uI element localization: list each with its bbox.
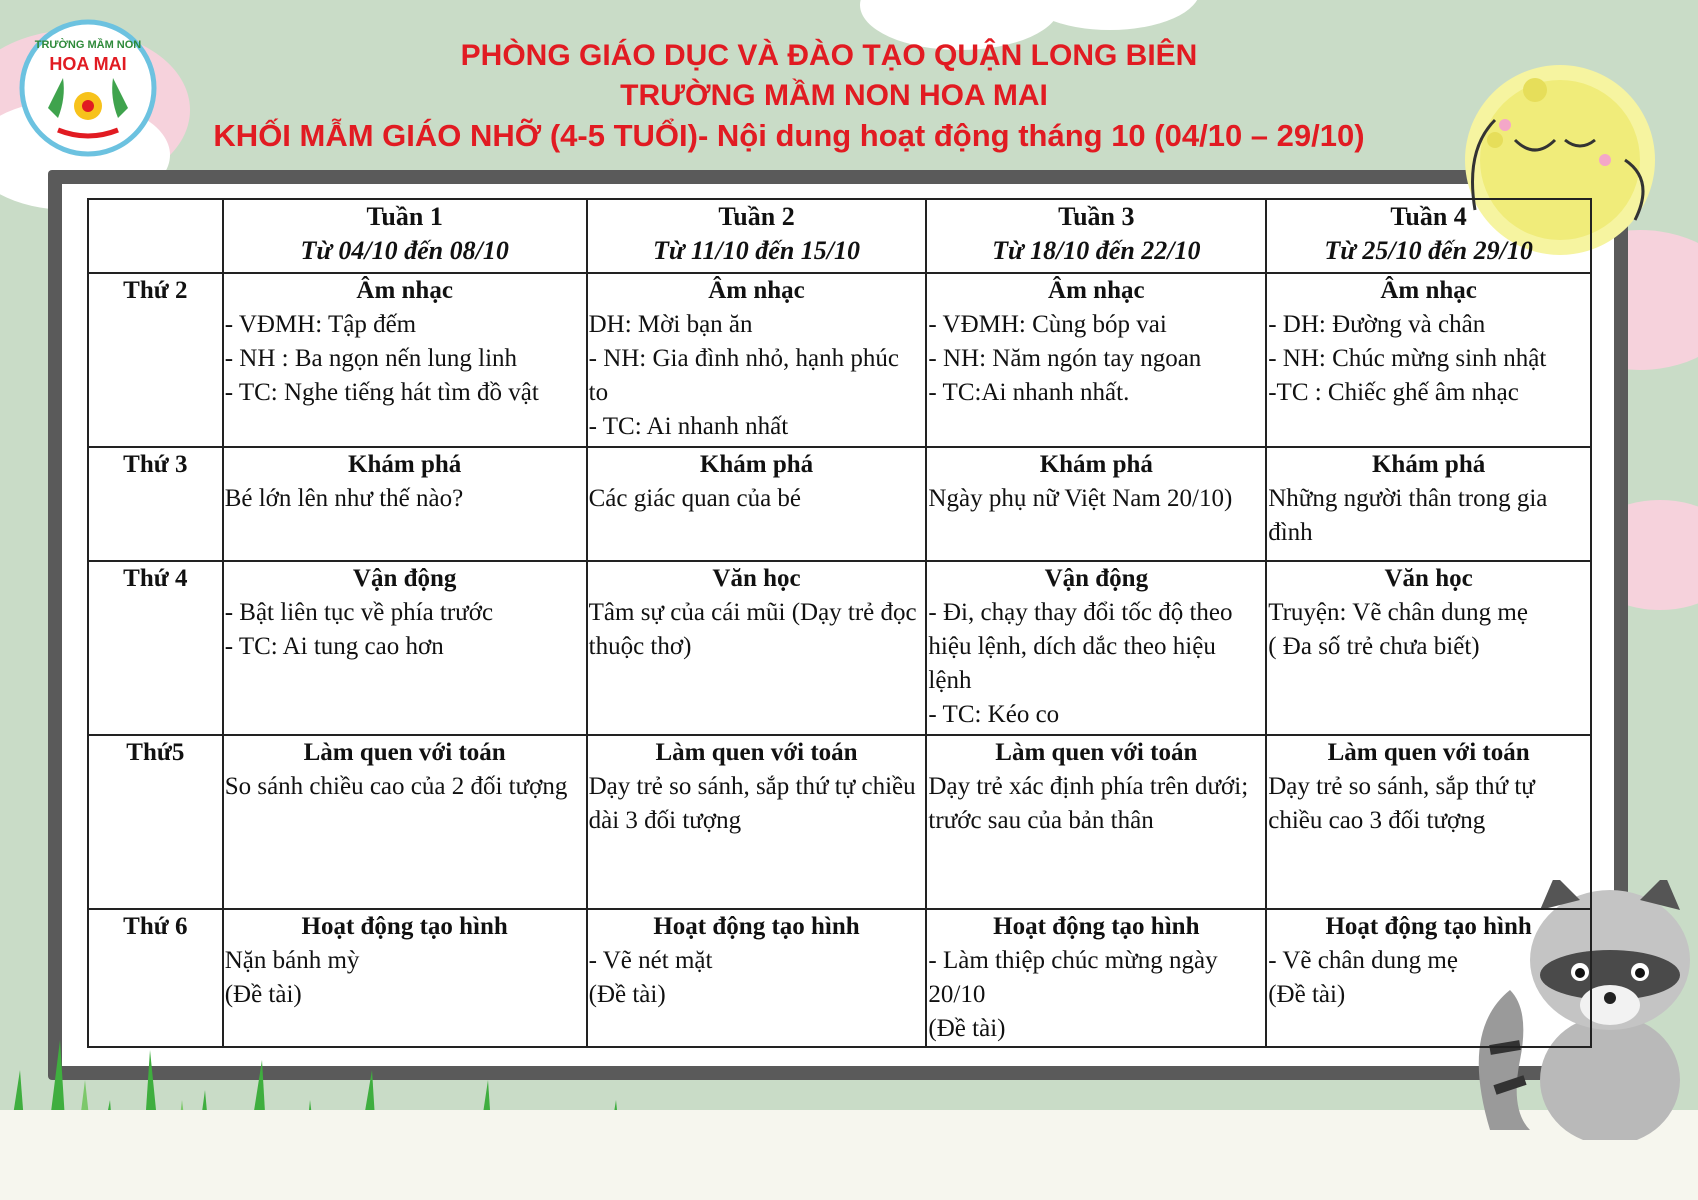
week-header <box>223 199 587 273</box>
week-title: Tuần 4 <box>1390 202 1467 231</box>
activity-line: - TC: Nghe tiếng hát tìm đồ vật <box>224 379 539 406</box>
activity-line: Dạy trẻ xác định phía trên dưới; trước sau của bản thân <box>928 773 1255 834</box>
subject-title: Làm quen với toán <box>303 739 506 766</box>
activity-cell <box>926 273 1266 447</box>
corner-cell <box>88 199 223 273</box>
activity-cell <box>587 447 927 561</box>
week-range: Từ 04/10 đến 08/10 <box>300 236 509 265</box>
activity-line: Bé lớn lên như thế nào? <box>224 485 464 512</box>
subject-title: Hoạt động tạo hình <box>653 913 860 940</box>
activity-line: - TC:Ai nhanh nhất. <box>928 379 1130 406</box>
header-title: KHỐI MẪM GIÁO NHỠ (4-5 TUỔI)- Nội dung hoạt động tháng 10 (04/10 – 29/10) <box>213 118 1365 153</box>
activity-cell <box>926 561 1266 735</box>
subject-title: Hoạt động tạo hình <box>993 913 1200 940</box>
activity-cell <box>223 561 587 735</box>
subject-title: Hoạt động tạo hình <box>301 913 508 940</box>
week-title: Tuần 3 <box>1058 202 1135 231</box>
activity-line: (Đề tài) <box>224 981 302 1008</box>
activity-line: ( Đa số trẻ chưa biết) <box>1268 633 1480 660</box>
activity-line: Những người thân trong gia đình <box>1268 485 1554 546</box>
activity-line: - Bật liên tục về phía trước <box>224 599 494 626</box>
activity-line: So sánh chiều cao của 2 đối tượng <box>224 773 568 800</box>
activity-line: Các giác quan của bé <box>588 485 802 512</box>
activity-cell <box>223 909 587 1047</box>
activity-line: - Đi, chạy thay đổi tốc độ theo hiệu lệnh, dích dắc theo hiệu lệnh <box>928 599 1239 694</box>
subject-title: Âm nhạc <box>356 277 453 304</box>
activity-cell <box>1266 273 1591 447</box>
activity-cell <box>926 735 1266 909</box>
subject-title: Văn học <box>712 565 801 592</box>
table-row <box>88 273 1591 447</box>
week-range: Từ 11/10 đến 15/10 <box>653 236 861 265</box>
day-label: Thứ 2 <box>88 273 223 447</box>
subject-title: Vận động <box>1044 565 1149 592</box>
activity-line: - Vẽ nét mặt <box>588 947 713 974</box>
activity-line: - NH : Ba ngọn nến lung linh <box>224 345 518 372</box>
activity-line: (Đề tài) <box>1268 981 1346 1008</box>
activity-cell <box>587 909 927 1047</box>
subject-title: Làm quen với toán <box>995 739 1198 766</box>
subject-title: Khám phá <box>1371 451 1486 478</box>
activity-cell <box>926 909 1266 1047</box>
activity-line: - Vẽ chân dung mẹ <box>1268 947 1458 974</box>
activity-cell <box>587 561 927 735</box>
subject-title: Khám phá <box>699 451 814 478</box>
activity-cell <box>587 273 927 447</box>
schedule-table <box>87 198 1592 1048</box>
subject-title: Làm quen với toán <box>1327 739 1530 766</box>
day-label: Thứ 6 <box>88 909 223 1047</box>
svg-text:TRƯỜNG MẦM NON: TRƯỜNG MẦM NON <box>34 39 142 51</box>
week-header <box>926 199 1266 273</box>
header-department: PHÒNG GIÁO DỤC VÀ ĐÀO TẠO QUẬN LONG BIÊN <box>460 39 1198 72</box>
table-row <box>88 447 1591 561</box>
ground <box>0 1110 1698 1200</box>
activity-cell <box>926 447 1266 561</box>
activity-line: - NH: Gia đình nhỏ, hạnh phúc to <box>588 345 906 406</box>
activity-line: - DH: Đường và chân <box>1268 311 1486 338</box>
week-header <box>1266 199 1591 273</box>
subject-title: Văn học <box>1384 565 1473 592</box>
subject-title: Làm quen với toán <box>655 739 858 766</box>
activity-line: Ngày phụ nữ Việt Nam 20/10) <box>928 485 1233 512</box>
table-row <box>88 561 1591 735</box>
activity-cell <box>223 273 587 447</box>
subject-title: Khám phá <box>1039 451 1153 478</box>
subject-title: Vận động <box>352 565 457 592</box>
day-label: Thứ5 <box>88 735 223 909</box>
activity-cell <box>1266 447 1591 561</box>
activity-line: (Đề tài) <box>928 1015 1006 1042</box>
activity-cell <box>587 735 927 909</box>
week-range: Từ 25/10 đến 29/10 <box>1324 236 1533 265</box>
activity-cell <box>1266 561 1591 735</box>
day-label: Thứ 4 <box>88 561 223 735</box>
activity-line: Truyện: Vẽ chân dung mẹ <box>1268 599 1528 626</box>
subject-title: Âm nhạc <box>708 277 805 304</box>
activity-line: -TC : Chiếc ghế âm nhạc <box>1268 379 1519 406</box>
activity-cell <box>1266 735 1591 909</box>
activity-line: - Làm thiệp chúc mừng ngày 20/10 <box>928 947 1224 1008</box>
activity-cell <box>223 447 587 561</box>
activity-line: - NH: Chúc mừng sinh nhật <box>1268 345 1547 372</box>
subject-title: Hoạt động tạo hình <box>1325 913 1532 940</box>
page-header <box>0 36 1698 156</box>
subject-title: Âm nhạc <box>1380 277 1477 304</box>
activity-line: Dạy trẻ so sánh, sắp thứ tự chiều cao 3 đối tượng <box>1268 773 1542 834</box>
activity-cell <box>1266 909 1591 1047</box>
week-title: Tuần 2 <box>718 202 795 231</box>
activity-cell <box>223 735 587 909</box>
activity-line: - TC: Kéo co <box>928 701 1060 728</box>
activity-line: - NH: Năm ngón tay ngoan <box>928 345 1202 372</box>
week-title: Tuần 1 <box>366 202 443 231</box>
table-header-row <box>88 199 1591 273</box>
activity-line: - VĐMH: Tập đếm <box>224 311 417 338</box>
subject-title: Âm nhạc <box>1048 277 1145 304</box>
header-school: TRƯỜNG MẦM NON HOA MAI <box>620 79 1048 112</box>
svg-text:HOA MAI: HOA MAI <box>49 54 127 74</box>
week-header <box>587 199 927 273</box>
table-row <box>88 909 1591 1047</box>
activity-line: Dạy trẻ so sánh, sắp thứ tự chiều dài 3 đối tượng <box>588 773 922 834</box>
activity-line: - TC: Ai nhanh nhất <box>588 413 789 440</box>
activity-line: (Đề tài) <box>588 981 666 1008</box>
activity-line: DH: Mời bạn ăn <box>588 311 753 338</box>
activity-line: Tâm sự của cái mũi (Dạy trẻ đọc thuộc thơ) <box>588 599 923 660</box>
week-range: Từ 18/10 đến 22/10 <box>992 236 1201 265</box>
day-label: Thứ 3 <box>88 447 223 561</box>
table-row <box>88 735 1591 909</box>
subject-title: Khám phá <box>348 451 462 478</box>
activity-line: - VĐMH: Cùng bóp vai <box>928 311 1167 338</box>
activity-line: - TC: Ai tung cao hơn <box>224 633 444 660</box>
activity-line: Nặn bánh mỳ <box>224 947 360 974</box>
